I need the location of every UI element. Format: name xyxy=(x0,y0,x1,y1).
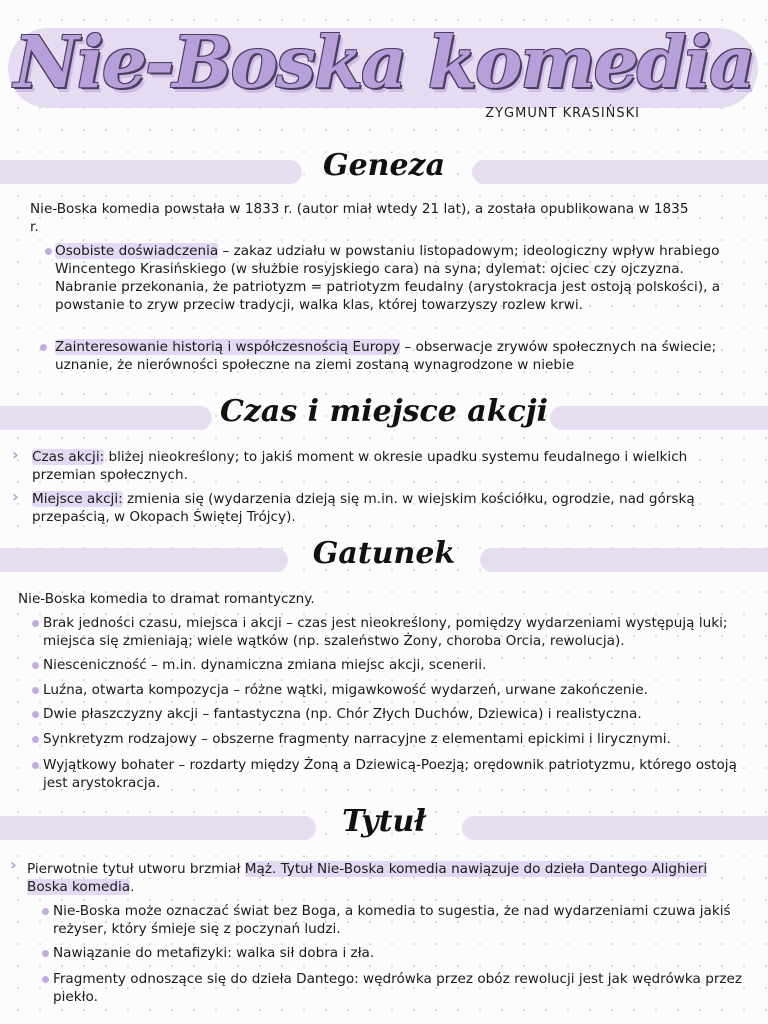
tytul-intro xyxy=(27,860,727,896)
list-item: Wyjątkowy bohater – rozdarty między Żoną a Dziewicą-Poezją; orędownik patriotyzmu, którego ostoją jest arystokracja. xyxy=(43,757,737,791)
title-block xyxy=(0,8,768,108)
list-item: Fragmenty odnoszące się do dzieła Dantego: wędrówka przez obóz rewolucji jest jak wędrówka przez piekło. xyxy=(53,971,743,1005)
list-item: Nawiązanie do metafizyki: walka sił dobra i zła. xyxy=(53,945,375,961)
chevron-right-icon: › xyxy=(12,487,19,506)
bullet-dot xyxy=(45,248,52,255)
bullet-dot xyxy=(32,762,39,769)
item-label: Osobiste doświadczenia xyxy=(55,243,219,259)
item-label: Zainteresowanie historią i współczesnością Europy xyxy=(55,339,401,355)
bullet-dot xyxy=(40,344,47,351)
list-item: Brak jedności czasu, miejsca i akcji – czas jest nieokreślony, pomiędzy wydarzeniami występują luki; miejsca się zmieniają; wiele wątków (np. szaleństwo Żony, choroba Orcia, rewolucja). xyxy=(43,615,728,649)
item-label: Czas akcji: xyxy=(32,449,105,465)
list-item: Nie-Boska może oznaczać świat bez Boga, a komedia to sugestia, że nad wydarzeniami czuwa jakiś reżyser, który śmieje się z poczynań ludzi. xyxy=(53,903,731,937)
bullet-dot xyxy=(32,711,39,718)
intro-highlight: Mąż. Tytuł Nie-Boska komedia nawiązuje do dzieła Dantego Alighieri Boska komedia xyxy=(27,861,708,895)
item-text: zmienia się (wydarzenia dzieją się m.in. w wiejskim kościółku, ogrodzie, nad górską przepaścią, w Okopach Świętej Trójcy). xyxy=(32,491,695,525)
bullet-dot xyxy=(32,736,39,743)
section-header-czas xyxy=(0,390,768,434)
section-header-geneza xyxy=(0,144,768,188)
bullet-dot xyxy=(32,662,39,669)
section-title-tytul: Tytuł xyxy=(342,804,426,839)
geneza-intro: Nie-Boska komedia powstała w 1833 r. (autor miał wtedy 21 lat), a została opublikowana w 1835 r. xyxy=(30,201,689,235)
section-header-tytul xyxy=(0,800,768,844)
list-item xyxy=(55,338,745,374)
item-text: – obserwacje zrywów społecznych na świecie; uznanie, że nierówności społeczne na ziemi zostaną wynagrodzone w niebie xyxy=(55,339,717,373)
list-item: Luźna, otwarta kompozycja – różne wątki, migawkowość wydarzeń, urwane zakończenie. xyxy=(43,682,648,698)
section-header-gatunek xyxy=(0,532,768,576)
author: ZYGMUNT KRASIŃSKI xyxy=(485,106,640,121)
list-item: Niesceniczność – m.in. dynamiczna zmiana miejsc akcji, scenerii. xyxy=(43,657,487,673)
list-item xyxy=(32,490,732,526)
chevron-right-icon: › xyxy=(10,855,17,874)
section-title-gatunek: Gatunek xyxy=(312,536,456,571)
list-item: Dwie płaszczyzny akcji – fantastyczna (np. Chór Złych Duchów, Dziewica) i realistyczna. xyxy=(43,706,642,722)
bullet-dot xyxy=(32,620,39,627)
bullet-dot xyxy=(42,950,49,957)
chevron-right-icon: › xyxy=(12,445,19,464)
item-label: Miejsce akcji: xyxy=(32,491,123,507)
section-title-geneza: Geneza xyxy=(322,148,446,183)
list-item xyxy=(55,242,745,314)
bullet-dot xyxy=(32,687,39,694)
item-text: – zakaz udziału w powstaniu listopadowym; ideologiczny wpływ hrabiego Wincentego Krasińskiego (w służbie rosyjskiego cara) na syna; dylemat: ojciec czy ojczyzna. Nabranie przekonania, że patriotyzm = patriotyzm feudalny (arystokracja jest ostoją polskości), a powstanie to zryw przeciw tradycji, walka klas, której towarzyszy rozlew krwi. xyxy=(55,243,721,313)
intro-text: Pierwotnie tytuł utworu brzmiał xyxy=(27,861,245,877)
bullet-dot xyxy=(42,976,49,983)
item-text: bliżej nieokreślony; to jakiś moment w okresie upadku systemu feudalnego i wielkich przemian społecznych. xyxy=(32,449,688,483)
list-item xyxy=(32,448,732,484)
intro-end: . xyxy=(130,879,135,895)
section-title-czas: Czas i miejsce akcji xyxy=(219,394,549,429)
gatunek-intro: Nie-Boska komedia to dramat romantyczny. xyxy=(18,591,315,607)
bullet-dot xyxy=(42,908,49,915)
page-title: Nie-Boska komedia xyxy=(14,20,754,104)
list-item: Synkretyzm rodzajowy – obszerne fragmenty narracyjne z elementami epickimi i lirycznymi. xyxy=(43,731,671,747)
